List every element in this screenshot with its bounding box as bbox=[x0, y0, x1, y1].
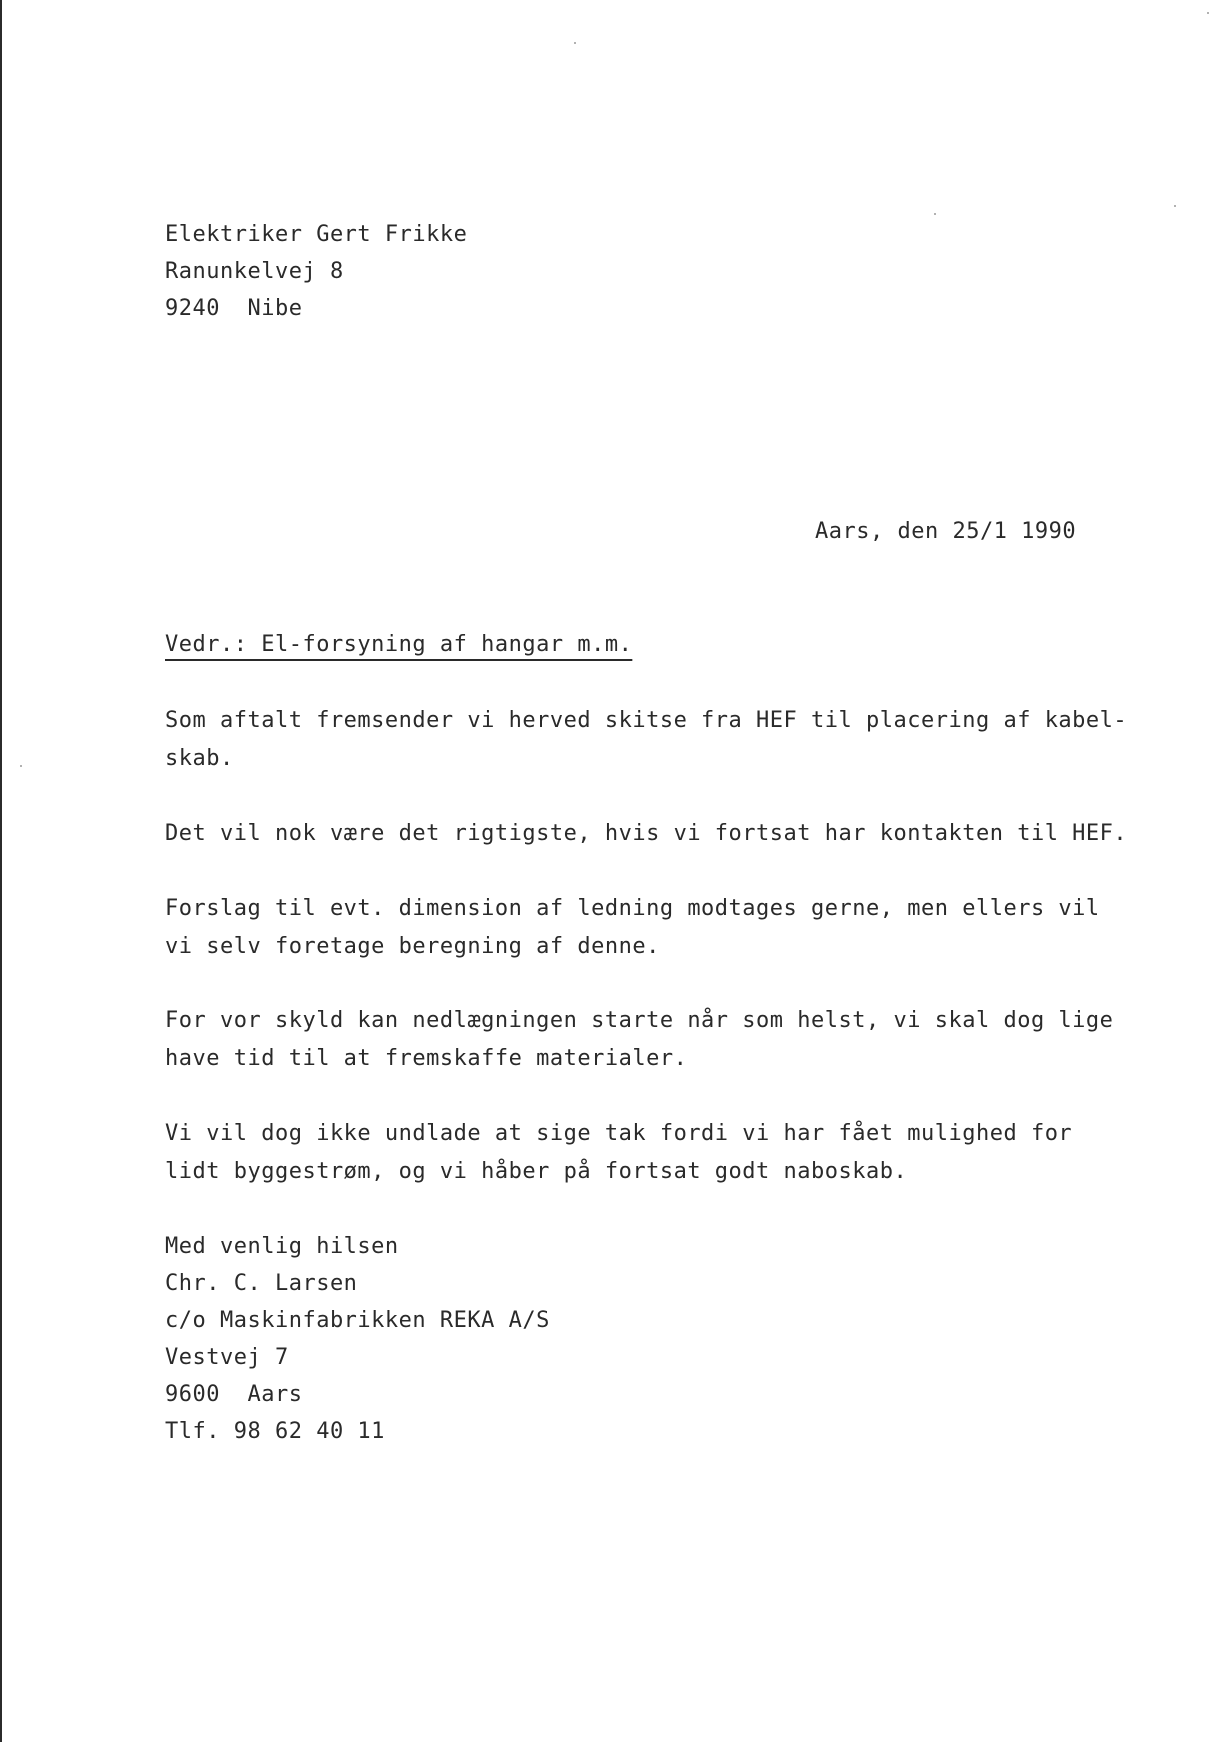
scan-speck bbox=[574, 42, 576, 44]
paragraph-line: have tid til at fremskaffe materialer. bbox=[165, 1046, 688, 1071]
paragraph-line: Vi vil dog ikke undlade at sige tak fordi vi har fået mulighed for bbox=[165, 1121, 1073, 1146]
sender-city: 9600 Aars bbox=[165, 1382, 303, 1407]
recipient-city: 9240 Nibe bbox=[165, 296, 303, 321]
closing-greeting: Med venlig hilsen bbox=[165, 1234, 399, 1259]
scan-speck bbox=[1207, 12, 1209, 14]
sender-company: c/o Maskinfabrikken REKA A/S bbox=[165, 1308, 550, 1333]
dateline: Aars, den 25/1 1990 bbox=[815, 519, 1077, 544]
paragraph-1 bbox=[165, 702, 1127, 778]
paragraph-3 bbox=[165, 890, 1100, 966]
recipient-address bbox=[165, 216, 467, 327]
recipient-street: Ranunkelvej 8 bbox=[165, 259, 344, 284]
sender-block bbox=[165, 1228, 550, 1450]
scan-speck bbox=[20, 765, 22, 767]
sender-street: Vestvej 7 bbox=[165, 1345, 289, 1370]
paragraph-line: skab. bbox=[165, 746, 234, 771]
recipient-name: Elektriker Gert Frikke bbox=[165, 222, 468, 247]
subject-line: Vedr.: El-forsyning af hangar m.m. bbox=[165, 632, 633, 657]
sender-name: Chr. C. Larsen bbox=[165, 1271, 358, 1296]
paragraph-line: vi selv foretage beregning af denne. bbox=[165, 934, 660, 959]
paragraph-line: Det vil nok være det rigtigste, hvis vi fortsat har kontakten til HEF. bbox=[165, 821, 1128, 846]
sender-phone: Tlf. 98 62 40 11 bbox=[165, 1419, 385, 1444]
paragraph-line: Som aftalt fremsender vi herved skitse fra HEF til placering af kabel- bbox=[165, 708, 1128, 733]
paragraph-line: Forslag til evt. dimension af ledning modtages gerne, men ellers vil bbox=[165, 896, 1100, 921]
paragraph-2 bbox=[165, 815, 1127, 853]
paragraph-5 bbox=[165, 1115, 1072, 1191]
paragraph-line: lidt byggestrøm, og vi håber på fortsat godt naboskab. bbox=[165, 1159, 908, 1184]
scan-speck bbox=[934, 213, 936, 215]
scan-speck bbox=[1174, 205, 1176, 207]
paragraph-line: For vor skyld kan nedlægningen starte når som helst, vi skal dog lige bbox=[165, 1008, 1114, 1033]
paragraph-4 bbox=[165, 1002, 1113, 1078]
